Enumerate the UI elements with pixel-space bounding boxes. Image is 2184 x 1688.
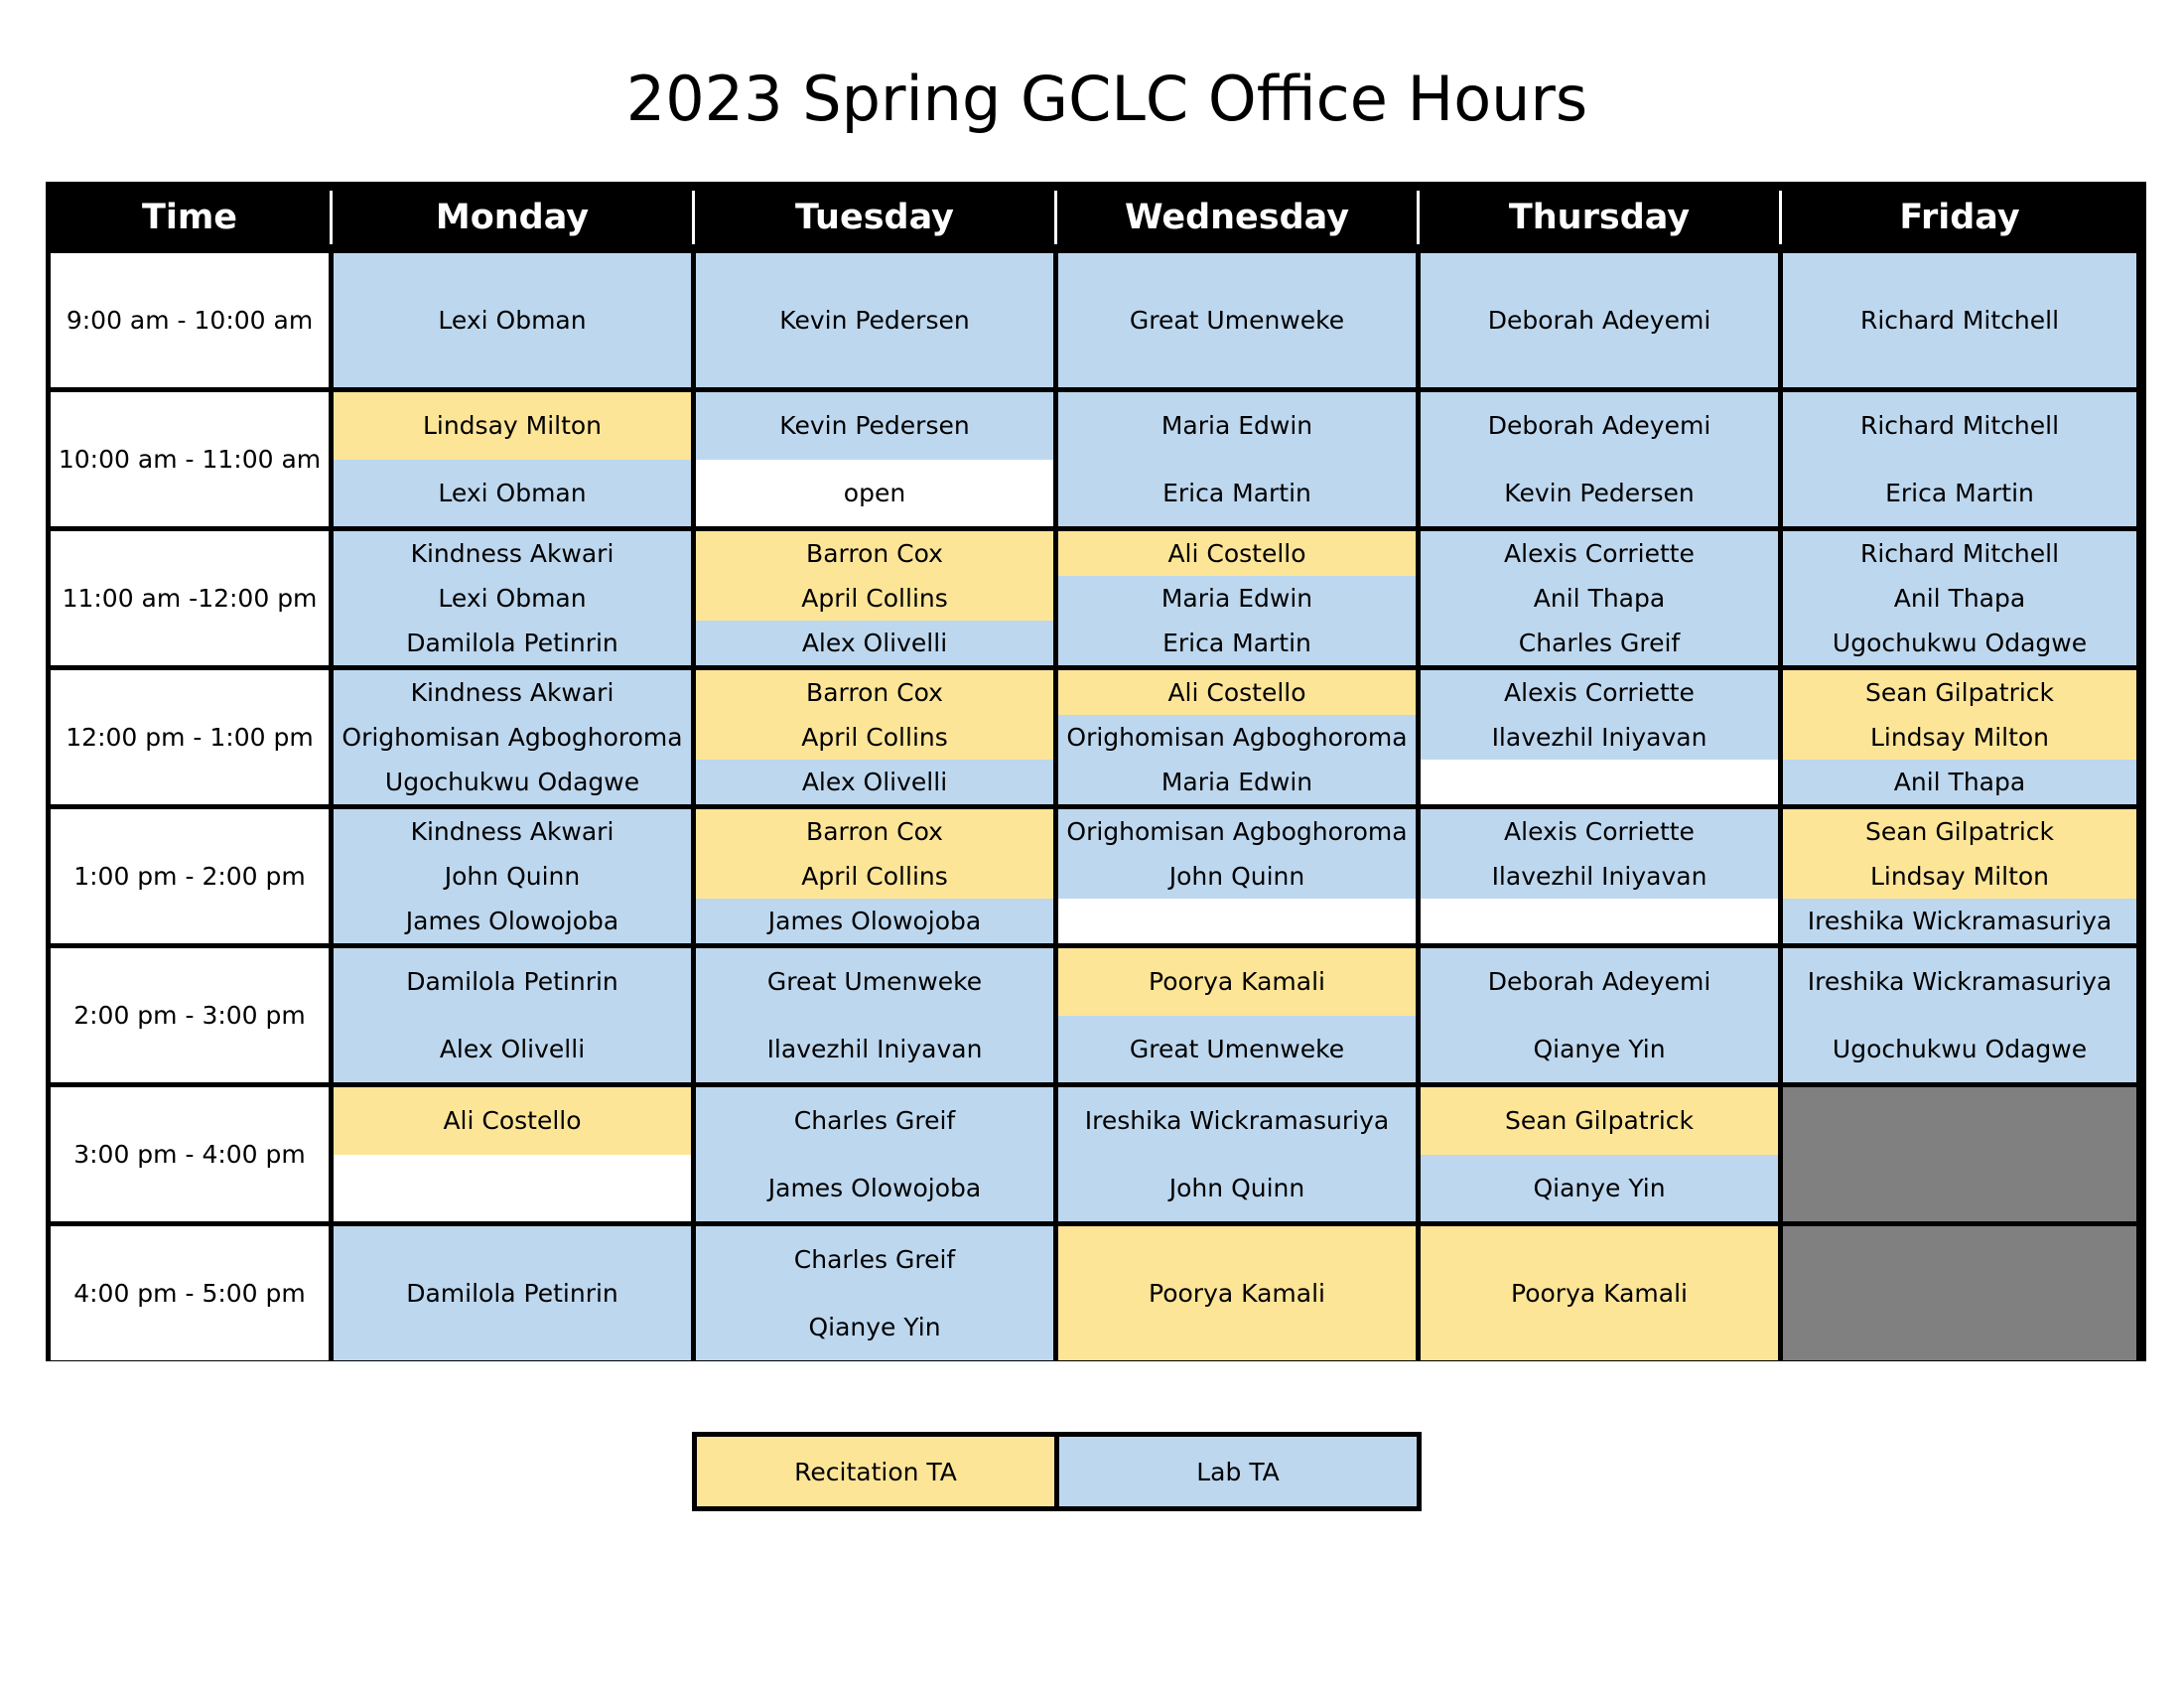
schedule-cell-monday (334, 670, 691, 804)
lab-ta-slot: Qianye Yin (1421, 1155, 1778, 1222)
schedule-cell-friday (1783, 1226, 2136, 1360)
legend-recitation: Recitation TA (697, 1437, 1054, 1506)
time-slot-label: 3:00 pm - 4:00 pm (51, 1087, 329, 1221)
schedule-cell-friday (1783, 531, 2136, 665)
schedule-cell-thursday (1421, 253, 1778, 387)
legend-lab: Lab TA (1059, 1437, 1417, 1506)
lab-ta-slot: Erica Martin (1783, 460, 2136, 527)
lab-ta-slot: Erica Martin (1058, 621, 1416, 665)
schedule-cell-wednesday (1058, 948, 1416, 1082)
open-slot (1421, 899, 1778, 943)
recitation-ta-slot: Barron Cox (696, 531, 1053, 576)
header-monday: Monday (334, 187, 691, 248)
lab-ta-slot: Ilavezhil Iniyavan (696, 1016, 1053, 1083)
lab-ta-slot: Alexis Corriette (1421, 809, 1778, 854)
lab-ta-slot: Orighomisan Agboghoroma (1058, 715, 1416, 760)
lab-ta-slot: Maria Edwin (1058, 576, 1416, 621)
lab-ta-slot: Charles Greif (1421, 621, 1778, 665)
schedule-cell-tuesday (696, 948, 1053, 1082)
schedule-cell-thursday (1421, 1087, 1778, 1221)
lab-ta-slot: Alex Olivelli (696, 760, 1053, 804)
lab-ta-slot: Richard Mitchell (1783, 392, 2136, 460)
time-slot-label: 4:00 pm - 5:00 pm (51, 1226, 329, 1360)
recitation-ta-slot: Barron Cox (696, 809, 1053, 854)
lab-ta-slot: Maria Edwin (1058, 760, 1416, 804)
lab-ta-slot: Lexi Obman (334, 460, 691, 527)
schedule-cell-thursday (1421, 670, 1778, 804)
lab-ta-slot: Kevin Pedersen (1421, 460, 1778, 527)
header-time: Time (51, 187, 329, 248)
schedule-cell-tuesday (696, 1226, 1053, 1360)
lab-ta-slot: Anil Thapa (1783, 760, 2136, 804)
page-title: 2023 Spring GCLC Office Hours (625, 63, 1588, 135)
schedule-cell-wednesday (1058, 1087, 1416, 1221)
schedule-cell-wednesday (1058, 531, 1416, 665)
time-slot-label: 10:00 am - 11:00 am (51, 392, 329, 526)
lab-ta-slot: Charles Greif (696, 1087, 1053, 1155)
lab-ta-slot: Ilavezhil Iniyavan (1421, 854, 1778, 899)
recitation-ta-slot: Poorya Kamali (1058, 1226, 1416, 1360)
lab-ta-slot: Deborah Adeyemi (1421, 253, 1778, 387)
unavailable-slot (1783, 1226, 2136, 1360)
lab-ta-slot: Lexi Obman (334, 576, 691, 621)
lab-ta-slot: Maria Edwin (1058, 392, 1416, 460)
schedule-cell-friday (1783, 392, 2136, 526)
schedule-cell-wednesday (1058, 670, 1416, 804)
schedule-cell-wednesday (1058, 1226, 1416, 1360)
schedule-cell-wednesday (1058, 253, 1416, 387)
lab-ta-slot: Alexis Corriette (1421, 531, 1778, 576)
lab-ta-slot: Ireshika Wickramasuriya (1058, 1087, 1416, 1155)
recitation-ta-slot: Lindsay Milton (1783, 715, 2136, 760)
schedule-cell-thursday (1421, 531, 1778, 665)
open-slot: open (696, 460, 1053, 527)
open-slot (1421, 760, 1778, 804)
lab-ta-slot: Ugochukwu Odagwe (334, 760, 691, 804)
schedule-cell-tuesday (696, 670, 1053, 804)
recitation-ta-slot: Sean Gilpatrick (1783, 809, 2136, 854)
time-slot-label: 9:00 am - 10:00 am (51, 253, 329, 387)
office-hours-table (46, 182, 2146, 1361)
schedule-cell-friday (1783, 1087, 2136, 1221)
lab-ta-slot: Anil Thapa (1421, 576, 1778, 621)
lab-ta-slot: Ireshika Wickramasuriya (1783, 948, 2136, 1016)
lab-ta-slot: Alex Olivelli (696, 621, 1053, 665)
schedule-cell-tuesday (696, 392, 1053, 526)
lab-ta-slot: Kindness Akwari (334, 531, 691, 576)
recitation-ta-slot: April Collins (696, 576, 1053, 621)
time-slot-label: 2:00 pm - 3:00 pm (51, 948, 329, 1082)
lab-ta-slot: Deborah Adeyemi (1421, 392, 1778, 460)
lab-ta-slot: James Olowojoba (334, 899, 691, 943)
lab-ta-slot: John Quinn (1058, 1155, 1416, 1222)
schedule-cell-monday (334, 948, 691, 1082)
recitation-ta-slot: Ali Costello (334, 1087, 691, 1155)
lab-ta-slot: Orighomisan Agboghoroma (1058, 809, 1416, 854)
schedule-cell-friday (1783, 670, 2136, 804)
header-wednesday: Wednesday (1058, 187, 1416, 248)
time-slot-label: 1:00 pm - 2:00 pm (51, 809, 329, 943)
lab-ta-slot: Great Umenweke (696, 948, 1053, 1016)
time-slot-label: 12:00 pm - 1:00 pm (51, 670, 329, 804)
schedule-cell-thursday (1421, 1226, 1778, 1360)
lab-ta-slot: Deborah Adeyemi (1421, 948, 1778, 1016)
lab-ta-slot: Ugochukwu Odagwe (1783, 1016, 2136, 1083)
legend (692, 1432, 1422, 1511)
schedule-cell-thursday (1421, 948, 1778, 1082)
lab-ta-slot: Kindness Akwari (334, 809, 691, 854)
lab-ta-slot: Anil Thapa (1783, 576, 2136, 621)
schedule-cell-tuesday (696, 531, 1053, 665)
lab-ta-slot: Qianye Yin (696, 1294, 1053, 1361)
schedule-cell-tuesday (696, 1087, 1053, 1221)
schedule-cell-thursday (1421, 392, 1778, 526)
schedule-cell-monday (334, 531, 691, 665)
recitation-ta-slot: April Collins (696, 854, 1053, 899)
lab-ta-slot: Richard Mitchell (1783, 253, 2136, 387)
lab-ta-slot: James Olowojoba (696, 1155, 1053, 1222)
lab-ta-slot: Erica Martin (1058, 460, 1416, 527)
schedule-cell-thursday (1421, 809, 1778, 943)
schedule-cell-tuesday (696, 253, 1053, 387)
lab-ta-slot: James Olowojoba (696, 899, 1053, 943)
lab-ta-slot: Ilavezhil Iniyavan (1421, 715, 1778, 760)
lab-ta-slot: Alexis Corriette (1421, 670, 1778, 715)
recitation-ta-slot: April Collins (696, 715, 1053, 760)
header-tuesday: Tuesday (696, 187, 1053, 248)
lab-ta-slot: Qianye Yin (1421, 1016, 1778, 1083)
lab-ta-slot: Damilola Petinrin (334, 948, 691, 1016)
recitation-ta-slot: Poorya Kamali (1058, 948, 1416, 1016)
recitation-ta-slot: Lindsay Milton (334, 392, 691, 460)
lab-ta-slot: John Quinn (1058, 854, 1416, 899)
recitation-ta-slot: Lindsay Milton (1783, 854, 2136, 899)
header-thursday: Thursday (1421, 187, 1778, 248)
lab-ta-slot: Ireshika Wickramasuriya (1783, 899, 2136, 943)
recitation-ta-slot: Sean Gilpatrick (1783, 670, 2136, 715)
schedule-cell-monday (334, 253, 691, 387)
open-slot (1058, 899, 1416, 943)
schedule-cell-wednesday (1058, 392, 1416, 526)
lab-ta-slot: Orighomisan Agboghoroma (334, 715, 691, 760)
schedule-cell-friday (1783, 948, 2136, 1082)
lab-ta-slot: John Quinn (334, 854, 691, 899)
lab-ta-slot: Alex Olivelli (334, 1016, 691, 1083)
lab-ta-slot: Damilola Petinrin (334, 1226, 691, 1360)
unavailable-slot (1783, 1087, 2136, 1221)
lab-ta-slot: Kevin Pedersen (696, 392, 1053, 460)
time-slot-label: 11:00 am -12:00 pm (51, 531, 329, 665)
lab-ta-slot: Kevin Pedersen (696, 253, 1053, 387)
lab-ta-slot: Kindness Akwari (334, 670, 691, 715)
recitation-ta-slot: Ali Costello (1058, 670, 1416, 715)
lab-ta-slot: Great Umenweke (1058, 253, 1416, 387)
lab-ta-slot: Great Umenweke (1058, 1016, 1416, 1083)
schedule-cell-friday (1783, 809, 2136, 943)
header-friday: Friday (1783, 187, 2136, 248)
lab-ta-slot: Lexi Obman (334, 253, 691, 387)
recitation-ta-slot: Ali Costello (1058, 531, 1416, 576)
lab-ta-slot: Damilola Petinrin (334, 621, 691, 665)
schedule-cell-monday (334, 1226, 691, 1360)
recitation-ta-slot: Barron Cox (696, 670, 1053, 715)
schedule-cell-monday (334, 392, 691, 526)
recitation-ta-slot: Sean Gilpatrick (1421, 1087, 1778, 1155)
open-slot (334, 1155, 691, 1222)
schedule-cell-monday (334, 1087, 691, 1221)
lab-ta-slot: Ugochukwu Odagwe (1783, 621, 2136, 665)
recitation-ta-slot: Poorya Kamali (1421, 1226, 1778, 1360)
schedule-cell-monday (334, 809, 691, 943)
lab-ta-slot: Richard Mitchell (1783, 531, 2136, 576)
schedule-cell-wednesday (1058, 809, 1416, 943)
schedule-cell-friday (1783, 253, 2136, 387)
lab-ta-slot: Charles Greif (696, 1226, 1053, 1294)
schedule-cell-tuesday (696, 809, 1053, 943)
